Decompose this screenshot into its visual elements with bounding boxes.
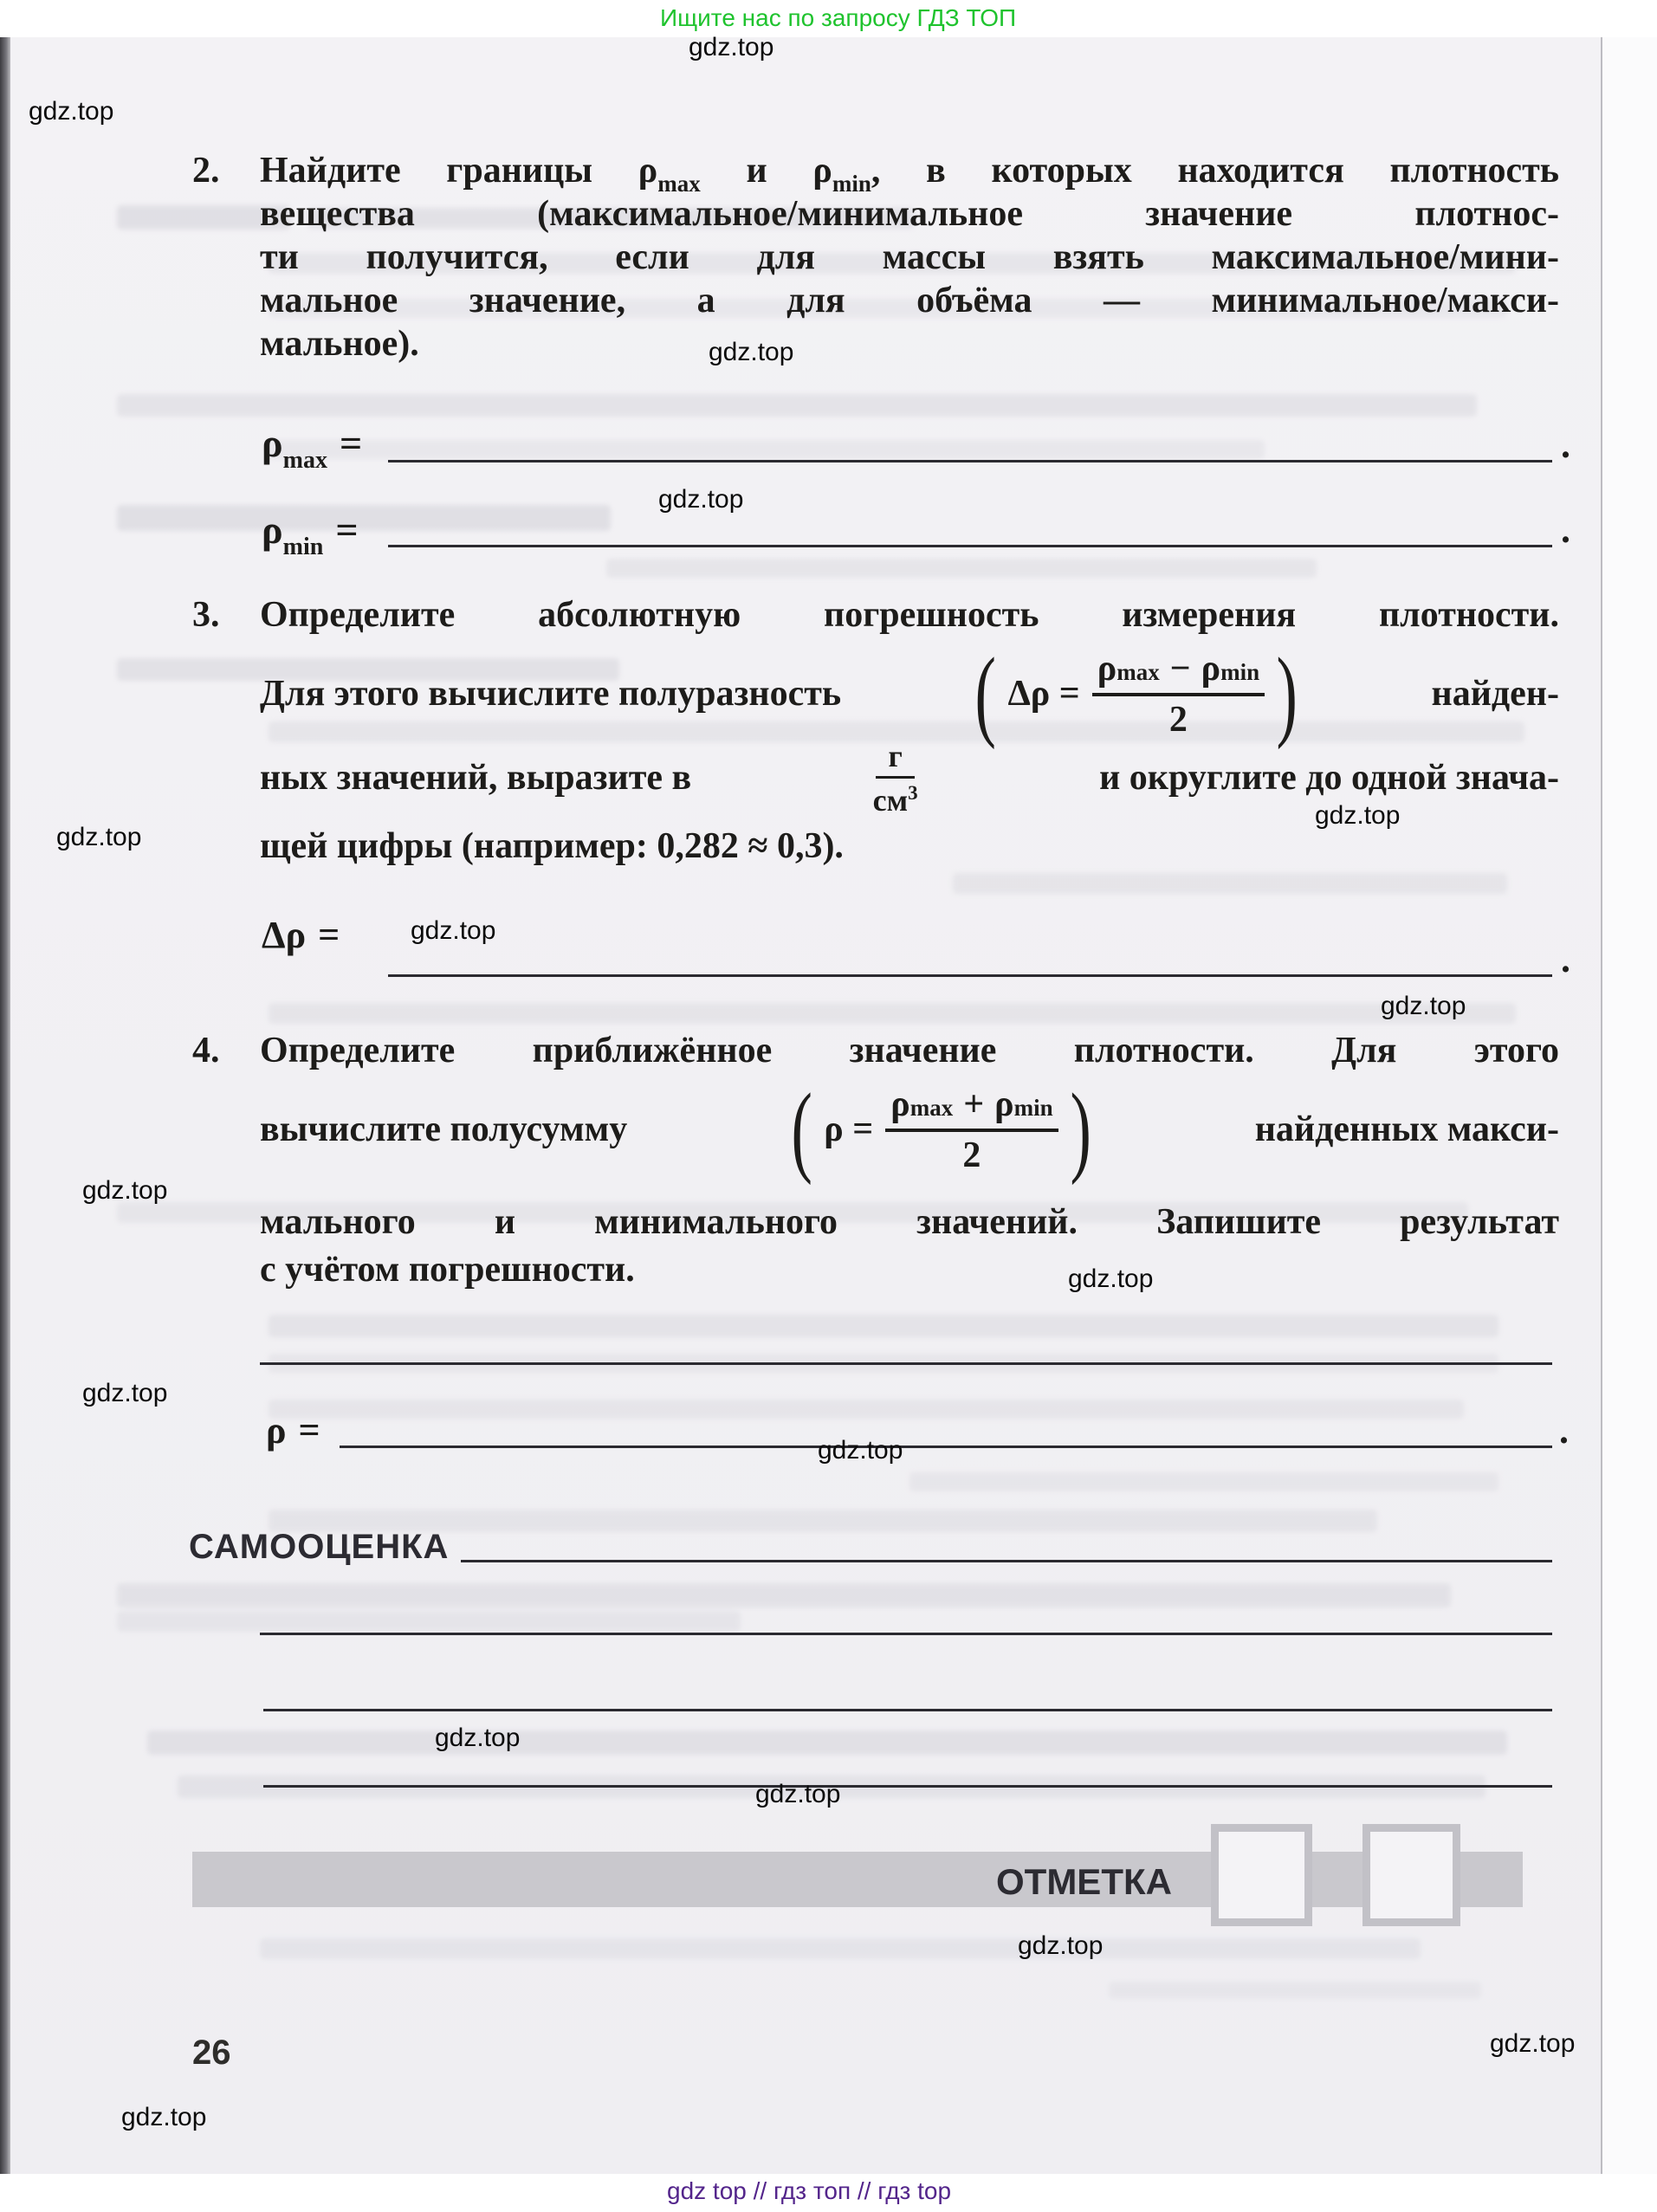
gdz-watermark: gdz.top: [1381, 992, 1466, 1020]
task2-line3: ти получится, если для массы взять максимальное/мини-: [260, 237, 1559, 277]
task3-number: 3.: [192, 595, 220, 635]
task4-line3: мального и минимального значений. Запишите результат: [260, 1202, 1559, 1242]
rho-period: .: [1559, 1409, 1569, 1452]
gdz-watermark: gdz.top: [435, 1724, 521, 1752]
gdz-watermark: gdz.top: [1068, 1264, 1154, 1293]
bleed-streak: [606, 559, 1317, 578]
gdz-watermark: gdz.top: [658, 485, 744, 514]
bleed-streak: [269, 440, 1265, 459]
bleed-streak: [117, 394, 1477, 417]
task4-line2-pre: вычислите полусумму: [260, 1109, 628, 1149]
self-assessment-label: САМООЦЕНКА: [189, 1528, 450, 1566]
task4-number: 4.: [192, 1031, 220, 1070]
grade-band: [192, 1852, 1523, 1907]
fraction: ρ max − ρ min 2: [1092, 650, 1265, 738]
formula-rho-mean: [791, 1071, 1091, 1186]
rho-label: ρ =: [266, 1409, 320, 1452]
task3-line4: щей цифры (например: 0,282 ≈ 0,3).: [260, 826, 844, 866]
page-left-edge: [0, 37, 10, 2174]
close-paren: ): [1070, 1071, 1091, 1186]
gdz-watermark: gdz.top: [29, 97, 114, 126]
delta-rho-label: Δρ =: [262, 914, 340, 956]
grade-box-2: [1362, 1824, 1460, 1926]
task4-line1: Определите приближённое значение плотности. Для этого: [260, 1031, 1559, 1070]
rho-answer-line: [340, 1446, 1552, 1448]
delta-rho-answer-line: [388, 974, 1552, 977]
open-paren: (: [974, 636, 997, 750]
bleed-streak: [269, 1003, 1516, 1024]
delta-rho-period: .: [1561, 938, 1570, 980]
bleed-streak: [909, 1472, 1498, 1491]
task2-number: 2.: [192, 151, 220, 191]
close-paren: ): [1276, 636, 1298, 750]
formula-lhs: Δρ =: [1007, 674, 1080, 714]
task4-line2-post: найденных макси-: [1254, 1109, 1559, 1149]
gdz-watermark: gdz.top: [1315, 801, 1401, 830]
page-right-edge: [1601, 37, 1602, 2174]
gdz-watermark: gdz.top: [82, 1176, 168, 1205]
bleed-streak: [269, 1315, 1498, 1337]
gdz-watermark: gdz.top: [1018, 1931, 1104, 1960]
self-assessment-line: [461, 1560, 1552, 1562]
gdz-watermark: gdz.top: [755, 1780, 841, 1808]
formula-delta-rho: [974, 636, 1298, 750]
task3-line1: Определите абсолютную погрешность измерения плотности.: [260, 595, 1559, 635]
rho-max-label: $\rho_{max}$ =: [262, 421, 363, 474]
bleed-streak: [953, 873, 1507, 894]
gdz-watermark: gdz.top: [82, 1379, 168, 1407]
task4-line4: с учётом погрешности.: [260, 1250, 635, 1290]
unit-fraction-g-per-cm3: $\frac{г}{см^3}$: [872, 738, 918, 818]
footer-links: gdz top // гдз топ // гдз top: [667, 2177, 952, 2204]
rho-min-answer-line: [388, 545, 1552, 547]
gdz-watermark: gdz.top: [689, 33, 774, 61]
fraction: ρ max + ρ min 2: [885, 1085, 1058, 1174]
gdz-watermark: gdz.top: [121, 2103, 207, 2131]
bleed-streak: [117, 505, 611, 531]
bleed-streak: [269, 1400, 1464, 1419]
grade-box-1: [1211, 1824, 1312, 1926]
task3-line3-pre: ных значений, выразите в: [260, 758, 692, 798]
gdz-watermark: gdz.top: [709, 338, 794, 366]
task2-line1: Найдите границы $\rho_{max}$ и $\rho_{min}$, в которых находится плотность: [260, 151, 1560, 197]
gdz-watermark: gdz.top: [411, 916, 496, 945]
task4-answer-line: [260, 1362, 1552, 1365]
extra-line-2: [263, 1709, 1552, 1711]
task2-line2: вещества (максимальное/минимальное значение плотнос-: [260, 194, 1559, 234]
task3-line2-post: найден-: [1431, 674, 1559, 714]
task3-line3-post: и округлите до одной знача-: [1099, 758, 1559, 798]
rho-min-label: $\rho_{min}$ =: [262, 508, 359, 560]
gdz-watermark: gdz.top: [1490, 2029, 1576, 2058]
bleed-streak: [147, 1730, 1507, 1755]
rho-max-answer-line: [388, 460, 1552, 462]
task3-line2-pre: Для этого вычислите полуразность: [260, 674, 842, 714]
grade-label: ОТМЕТКА: [996, 1861, 1172, 1902]
bleed-streak: [117, 1583, 1451, 1607]
page-number: 26: [192, 2034, 231, 2072]
bleed-streak: [117, 1611, 741, 1632]
open-paren: (: [791, 1071, 812, 1186]
bleed-streak: [260, 1938, 1421, 1959]
extra-line-1: [260, 1633, 1552, 1635]
gdz-watermark: gdz.top: [818, 1436, 903, 1465]
bleed-streak: [1109, 1982, 1481, 1999]
extra-line-3: [263, 1785, 1552, 1788]
rho-min-period: .: [1561, 508, 1570, 551]
promo-banner: Ищите нас по запросу ГДЗ ТОП: [660, 4, 1017, 31]
rho-max-period: .: [1561, 424, 1570, 466]
task2-line4: мальное значение, а для объёма — минимальное/макси-: [260, 281, 1559, 320]
task2-line5: мальное).: [260, 324, 419, 364]
formula-lhs: ρ =: [824, 1109, 874, 1149]
task4-line2: [260, 1071, 1559, 1186]
scan-right-margin: [1602, 37, 1657, 2174]
gdz-watermark: gdz.top: [56, 823, 142, 851]
task3-line2: [260, 636, 1559, 750]
